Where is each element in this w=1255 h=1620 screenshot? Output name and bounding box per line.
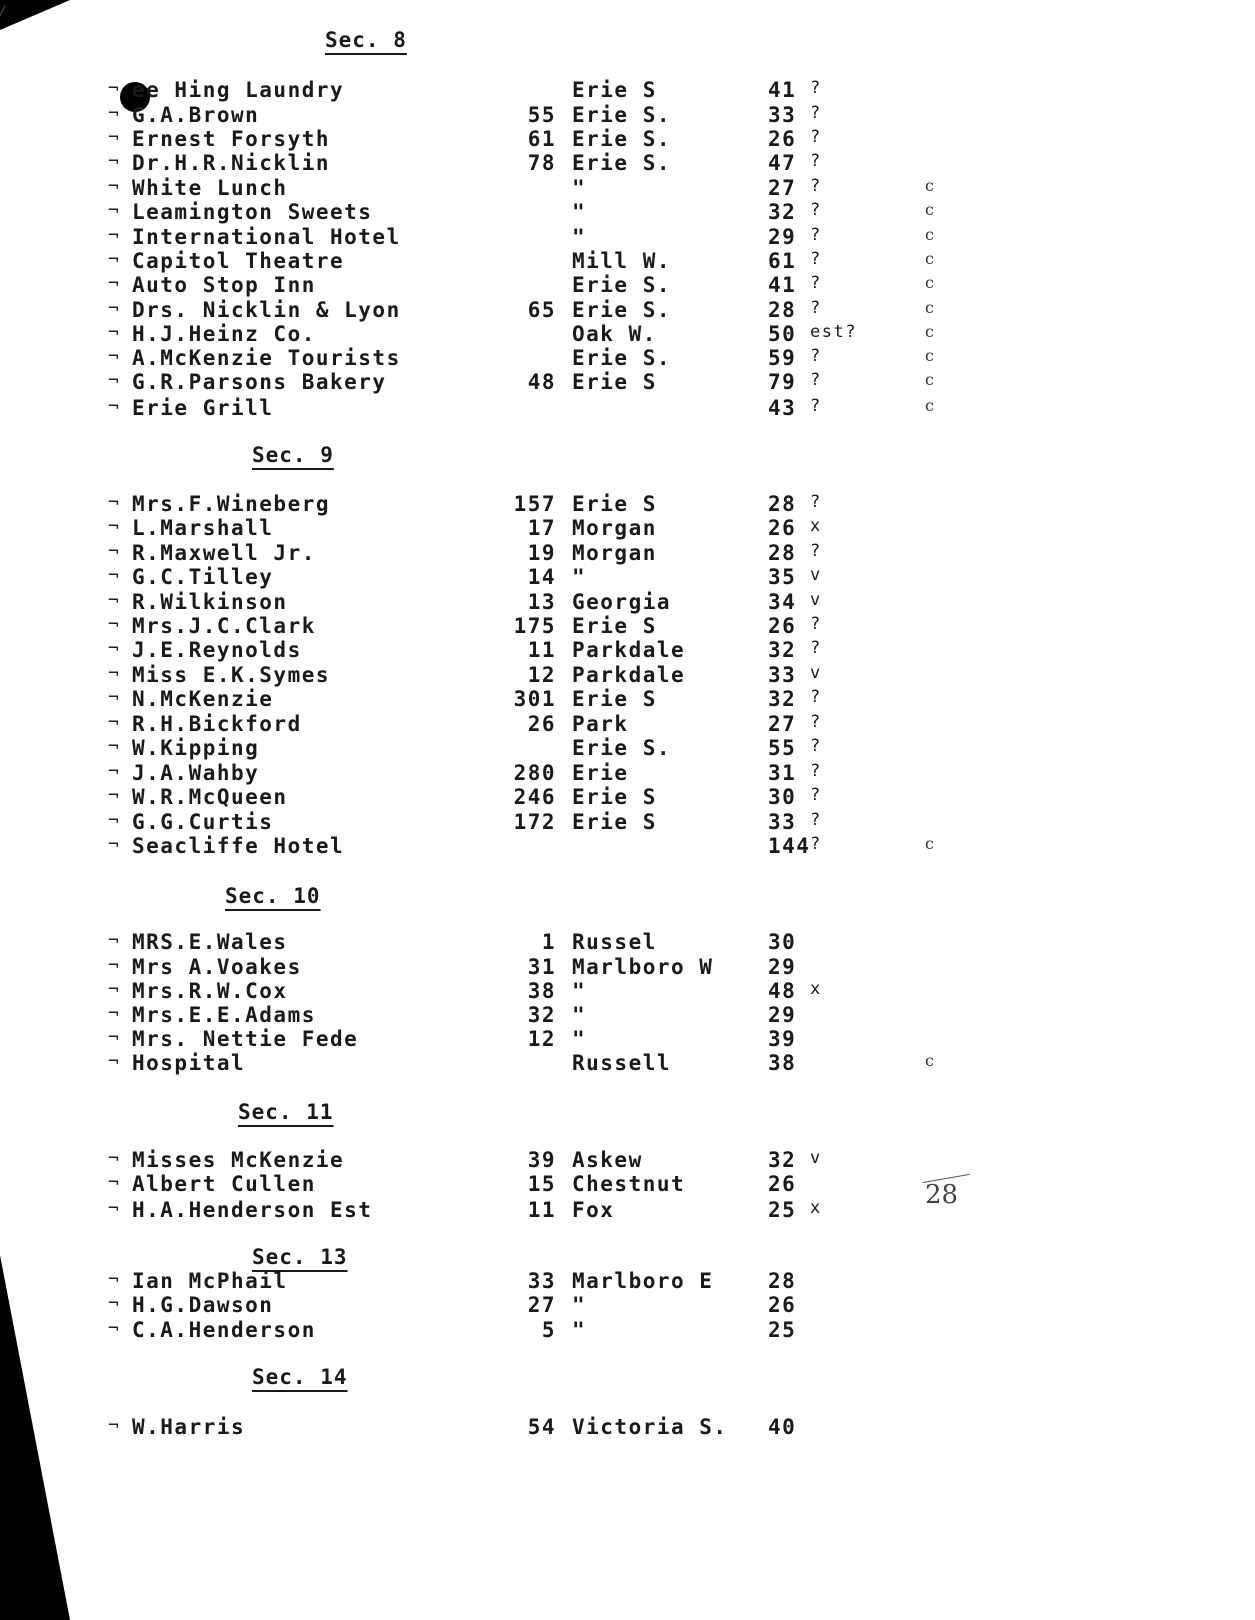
entry-value: 28	[768, 492, 797, 516]
entry-note: ?	[810, 176, 822, 196]
check-tick: ¬	[108, 1318, 121, 1339]
entry-name: Miss E.K.Symes	[132, 663, 331, 687]
entry-number: 172	[513, 810, 556, 834]
entry-name: Hospital	[132, 1051, 246, 1075]
entry-note: ?	[810, 298, 822, 318]
entry-note: ?	[810, 78, 822, 98]
check-tick: ¬	[108, 1415, 121, 1436]
entry-street: "	[572, 1293, 587, 1317]
entry-note: ?	[810, 151, 822, 171]
entry-street: "	[572, 225, 587, 249]
entry-street: Marlboro E	[572, 1269, 714, 1293]
check-tick: ¬	[108, 273, 121, 294]
entry-mark: c	[925, 273, 936, 292]
ledger-row	[0, 1148, 1255, 1172]
entry-name: Dr.H.R.Nicklin	[132, 151, 331, 175]
check-tick: ¬	[108, 103, 121, 124]
section-heading: Sec. 14	[252, 1365, 348, 1389]
entry-number: 17	[527, 516, 556, 540]
entry-value: 41	[768, 78, 797, 102]
entry-street: Oak W.	[572, 322, 657, 346]
entry-value: 33	[768, 663, 797, 687]
entry-street: Morgan	[572, 516, 657, 540]
ledger-row	[0, 1415, 1255, 1439]
ledger-row	[0, 930, 1255, 954]
ledger-row	[0, 370, 1255, 394]
entry-number: 32	[527, 1003, 556, 1027]
entry-street: Marlboro W	[572, 955, 714, 979]
entry-name: H.A.Henderson Est	[132, 1198, 373, 1222]
entry-value: 33	[768, 103, 797, 127]
entry-mark: c	[925, 1051, 936, 1070]
ledger-row	[0, 1172, 1255, 1196]
entry-note: v	[810, 1148, 822, 1168]
entry-number: 14	[527, 565, 556, 589]
entry-value: 28	[768, 298, 797, 322]
entry-value: 79	[768, 370, 797, 394]
ledger-row	[0, 151, 1255, 175]
entry-name: Mrs. Nettie Fede	[132, 1027, 359, 1051]
ledger-row	[0, 663, 1255, 687]
entry-number: 33	[527, 1269, 556, 1293]
entry-number: 12	[527, 663, 556, 687]
ledger-row	[0, 516, 1255, 540]
entry-value: 34	[768, 590, 797, 614]
entry-name: W.Kipping	[132, 736, 260, 760]
entry-street: Fox	[572, 1198, 615, 1222]
entry-note: ?	[810, 370, 822, 390]
entry-note: ?	[810, 103, 822, 123]
entry-number: 31	[527, 955, 556, 979]
entry-name: Albert Cullen	[132, 1172, 316, 1196]
entry-street: Erie S	[572, 370, 657, 394]
entry-name: ee Hing Laundry	[132, 78, 345, 102]
entry-mark: c	[925, 176, 936, 195]
ledger-row	[0, 761, 1255, 785]
handwritten-total: 28	[925, 1180, 959, 1210]
entry-name: H.J.Heinz Co.	[132, 322, 316, 346]
entry-street: Erie S.	[572, 273, 672, 297]
entry-number: 19	[527, 541, 556, 565]
ledger-row	[0, 1293, 1255, 1317]
entry-number: 13	[527, 590, 556, 614]
entry-number: 55	[527, 103, 556, 127]
entry-number: 26	[527, 712, 556, 736]
entry-street: Erie S.	[572, 127, 672, 151]
entry-note: ?	[810, 225, 822, 245]
entry-note: ?	[810, 346, 822, 366]
entry-name: A.McKenzie Tourists	[132, 346, 401, 370]
check-tick: ¬	[108, 151, 121, 172]
entry-number: 11	[527, 1198, 556, 1222]
ledger-row	[0, 712, 1255, 736]
ledger-row	[0, 1318, 1255, 1342]
ledger-row	[0, 78, 1255, 102]
entry-street: Erie S	[572, 614, 657, 638]
check-tick: ¬	[108, 176, 121, 197]
entry-number: 27	[527, 1293, 556, 1317]
entry-note: ?	[810, 492, 822, 512]
entry-note: ?	[810, 638, 822, 658]
ledger-row	[0, 127, 1255, 151]
entry-name: J.A.Wahby	[132, 761, 260, 785]
entry-street: Chestnut	[572, 1172, 686, 1196]
ledger-row	[0, 785, 1255, 809]
entry-name: Drs. Nicklin & Lyon	[132, 298, 401, 322]
ledger-row	[0, 1198, 1255, 1222]
entry-street: "	[572, 565, 587, 589]
ledger-row	[0, 200, 1255, 224]
check-tick: ¬	[108, 785, 121, 806]
entry-value: 26	[768, 1293, 797, 1317]
entry-name: H.G.Dawson	[132, 1293, 274, 1317]
check-tick: ¬	[108, 638, 121, 659]
ledger-row	[0, 565, 1255, 589]
check-tick: ¬	[108, 1027, 121, 1048]
entry-note: ?	[810, 614, 822, 634]
entry-name: Auto Stop Inn	[132, 273, 316, 297]
entry-name: L.Marshall	[132, 516, 274, 540]
entry-mark: c	[925, 322, 936, 341]
ledger-row	[0, 492, 1255, 516]
entry-value: 50	[768, 322, 797, 346]
entry-number: 65	[527, 298, 556, 322]
entry-street: Askew	[572, 1148, 643, 1172]
entry-mark: c	[925, 225, 936, 244]
entry-number: 39	[527, 1148, 556, 1172]
entry-name: Ernest Forsyth	[132, 127, 331, 151]
check-tick: ¬	[108, 1198, 121, 1219]
entry-name: G.C.Tilley	[132, 565, 274, 589]
entry-note: ?	[810, 396, 822, 416]
entry-name: Mrs.R.W.Cox	[132, 979, 288, 1003]
entry-value: 48	[768, 979, 797, 1003]
ledger-row	[0, 225, 1255, 249]
entry-name: Mrs.F.Wineberg	[132, 492, 331, 516]
check-tick: ¬	[108, 1003, 121, 1024]
entry-street: Morgan	[572, 541, 657, 565]
entry-value: 30	[768, 930, 797, 954]
check-tick: ¬	[108, 396, 121, 417]
ledger-row	[0, 834, 1255, 858]
ledger-row	[0, 736, 1255, 760]
entry-number: 54	[527, 1415, 556, 1439]
entry-name: N.McKenzie	[132, 687, 274, 711]
entry-value: 27	[768, 712, 797, 736]
ledger-row	[0, 298, 1255, 322]
entry-note: ?	[810, 127, 822, 147]
entry-value: 31	[768, 761, 797, 785]
entry-name: J.E.Reynolds	[132, 638, 302, 662]
entry-note: x	[810, 1198, 822, 1218]
entry-number: 15	[527, 1172, 556, 1196]
check-tick: ¬	[108, 322, 121, 343]
entry-value: 61	[768, 249, 797, 273]
entry-number: 11	[527, 638, 556, 662]
entry-street: Erie S	[572, 785, 657, 809]
section-heading: Sec. 13	[252, 1245, 348, 1269]
section-heading: Sec. 8	[325, 28, 407, 52]
entry-name: W.R.McQueen	[132, 785, 288, 809]
check-tick: ¬	[108, 127, 121, 148]
entry-value: 32	[768, 687, 797, 711]
check-tick: ¬	[108, 1293, 121, 1314]
entry-value: 55	[768, 736, 797, 760]
entry-number: 301	[513, 687, 556, 711]
check-tick: ¬	[108, 225, 121, 246]
entry-street: Erie S	[572, 78, 657, 102]
entry-value: 27	[768, 176, 797, 200]
check-tick: ¬	[108, 614, 121, 635]
check-tick: ¬	[108, 1148, 121, 1169]
check-tick: ¬	[108, 1269, 121, 1290]
entry-name: International Hotel	[132, 225, 401, 249]
entry-name: MRS.E.Wales	[132, 930, 288, 954]
entry-street: Georgia	[572, 590, 672, 614]
entry-street: Mill W.	[572, 249, 672, 273]
entry-street: "	[572, 1003, 587, 1027]
entry-value: 38	[768, 1051, 797, 1075]
entry-value: 29	[768, 1003, 797, 1027]
entry-name: Capitol Theatre	[132, 249, 345, 273]
entry-mark: c	[925, 834, 936, 853]
entry-mark: c	[925, 396, 936, 415]
entry-street: "	[572, 979, 587, 1003]
entry-street: Parkdale	[572, 638, 686, 662]
entry-number: 48	[527, 370, 556, 394]
ledger-row	[0, 1051, 1255, 1075]
entry-name: Misses McKenzie	[132, 1148, 345, 1172]
ledger-row	[0, 103, 1255, 127]
entry-value: 30	[768, 785, 797, 809]
check-tick: ¬	[108, 663, 121, 684]
entry-value: 28	[768, 1269, 797, 1293]
entry-note: est?	[810, 322, 857, 342]
entry-street: Victoria S.	[572, 1415, 728, 1439]
entry-note: ?	[810, 249, 822, 269]
entry-street: Erie S.	[572, 151, 672, 175]
entry-street: "	[572, 1318, 587, 1342]
entry-number: 12	[527, 1027, 556, 1051]
entry-value: 144	[768, 834, 811, 858]
entry-value: 39	[768, 1027, 797, 1051]
ledger-row	[0, 273, 1255, 297]
entry-value: 29	[768, 955, 797, 979]
entry-number: 78	[527, 151, 556, 175]
check-tick: ¬	[108, 370, 121, 391]
entry-name: Mrs A.Voakes	[132, 955, 302, 979]
ledger-row	[0, 687, 1255, 711]
entry-street: Erie	[572, 761, 629, 785]
entry-note: ?	[810, 761, 822, 781]
entry-note: ?	[810, 541, 822, 561]
check-tick: ¬	[108, 200, 121, 221]
ledger-row	[0, 396, 1255, 420]
check-tick: ¬	[108, 565, 121, 586]
entry-note: v	[810, 663, 822, 683]
entry-name: Erie Grill	[132, 396, 274, 420]
entry-value: 26	[768, 127, 797, 151]
ledger-row	[0, 590, 1255, 614]
entry-note: x	[810, 516, 822, 536]
check-tick: ¬	[108, 687, 121, 708]
check-tick: ¬	[108, 541, 121, 562]
entry-value: 32	[768, 638, 797, 662]
check-tick: ¬	[108, 1051, 121, 1072]
check-tick: ¬	[108, 1172, 121, 1193]
entry-name: Leamington Sweets	[132, 200, 373, 224]
entry-street: Parkdale	[572, 663, 686, 687]
ledger-row	[0, 810, 1255, 834]
entry-note: ?	[810, 736, 822, 756]
entry-name: White Lunch	[132, 176, 288, 200]
ledger-row	[0, 614, 1255, 638]
entry-note: x	[810, 979, 822, 999]
entry-street: Erie S.	[572, 298, 672, 322]
entry-street: Erie S	[572, 492, 657, 516]
entry-value: 40	[768, 1415, 797, 1439]
ledger-row	[0, 1027, 1255, 1051]
entry-name: Mrs.E.E.Adams	[132, 1003, 316, 1027]
entry-name: Ian McPhail	[132, 1269, 288, 1293]
check-tick: ¬	[108, 834, 121, 855]
check-tick: ¬	[108, 590, 121, 611]
entry-value: 32	[768, 1148, 797, 1172]
section-heading: Sec. 9	[252, 443, 334, 467]
entry-name: R.Wilkinson	[132, 590, 288, 614]
entry-street: Erie S	[572, 687, 657, 711]
check-tick: ¬	[108, 712, 121, 733]
check-tick: ¬	[108, 346, 121, 367]
entry-note: ?	[810, 712, 822, 732]
entry-value: 26	[768, 614, 797, 638]
entry-street: Erie S.	[572, 103, 672, 127]
entry-name: R.Maxwell Jr.	[132, 541, 316, 565]
entry-street: "	[572, 176, 587, 200]
entry-number: 61	[527, 127, 556, 151]
entry-mark: c	[925, 200, 936, 219]
entry-number: 5	[541, 1318, 556, 1342]
check-tick: ¬	[108, 78, 121, 99]
entry-name: C.A.Henderson	[132, 1318, 316, 1342]
ledger-row	[0, 1003, 1255, 1027]
entry-note: ?	[810, 200, 822, 220]
entry-street: Erie S.	[572, 736, 672, 760]
entry-number: 280	[513, 761, 556, 785]
entry-street: "	[572, 200, 587, 224]
ledger-row	[0, 541, 1255, 565]
entry-note: ?	[810, 810, 822, 830]
entry-mark: c	[925, 346, 936, 365]
check-tick: ¬	[108, 492, 121, 513]
entry-name: G.G.Curtis	[132, 810, 274, 834]
entry-value: 33	[768, 810, 797, 834]
entry-number: 1	[541, 930, 556, 954]
check-tick: ¬	[108, 761, 121, 782]
ledger-row	[0, 322, 1255, 346]
entry-value: 47	[768, 151, 797, 175]
ledger-row	[0, 176, 1255, 200]
entry-street: Erie S.	[572, 346, 672, 370]
check-tick: ¬	[108, 955, 121, 976]
entry-name: R.H.Bickford	[132, 712, 302, 736]
entry-note: ?	[810, 273, 822, 293]
entry-value: 26	[768, 1172, 797, 1196]
entry-mark: c	[925, 370, 936, 389]
ledger-row	[0, 1269, 1255, 1293]
entry-street: "	[572, 1027, 587, 1051]
entry-value: 35	[768, 565, 797, 589]
entry-street: Russel	[572, 930, 657, 954]
entry-value: 25	[768, 1318, 797, 1342]
entry-note: ?	[810, 834, 822, 854]
ledger-row	[0, 346, 1255, 370]
entry-number: 175	[513, 614, 556, 638]
entry-number: 38	[527, 979, 556, 1003]
entry-name: W.Harris	[132, 1415, 246, 1439]
entry-street: Erie S	[572, 810, 657, 834]
ledger-row	[0, 249, 1255, 273]
section-heading: Sec. 11	[238, 1100, 334, 1124]
entry-value: 29	[768, 225, 797, 249]
check-tick: ¬	[108, 979, 121, 1000]
entry-name: Mrs.J.C.Clark	[132, 614, 316, 638]
check-tick: ¬	[108, 810, 121, 831]
ledger-row	[0, 979, 1255, 1003]
entry-value: 26	[768, 516, 797, 540]
entry-value: 41	[768, 273, 797, 297]
entry-name: G.R.Parsons Bakery	[132, 370, 387, 394]
check-tick: ¬	[108, 736, 121, 757]
entry-value: 32	[768, 200, 797, 224]
scan-corner-shadow	[0, 0, 70, 30]
ledger-row	[0, 955, 1255, 979]
entry-value: 59	[768, 346, 797, 370]
entry-value: 25	[768, 1198, 797, 1222]
entry-note: v	[810, 565, 822, 585]
entry-name: G.A.Brown	[132, 103, 260, 127]
check-tick: ¬	[108, 930, 121, 951]
entry-mark: c	[925, 298, 936, 317]
entry-note: v	[810, 590, 822, 610]
section-heading: Sec. 10	[225, 884, 321, 908]
entry-value: 43	[768, 396, 797, 420]
entry-number: 246	[513, 785, 556, 809]
entry-note: ?	[810, 687, 822, 707]
entry-street: Russell	[572, 1051, 672, 1075]
entry-mark: c	[925, 249, 936, 268]
entry-name: Seacliffe Hotel	[132, 834, 345, 858]
entry-street: Park	[572, 712, 629, 736]
check-tick: ¬	[108, 516, 121, 537]
check-tick: ¬	[108, 249, 121, 270]
check-tick: ¬	[108, 298, 121, 319]
entry-value: 28	[768, 541, 797, 565]
entry-number: 157	[513, 492, 556, 516]
ledger-row	[0, 638, 1255, 662]
entry-note: ?	[810, 785, 822, 805]
